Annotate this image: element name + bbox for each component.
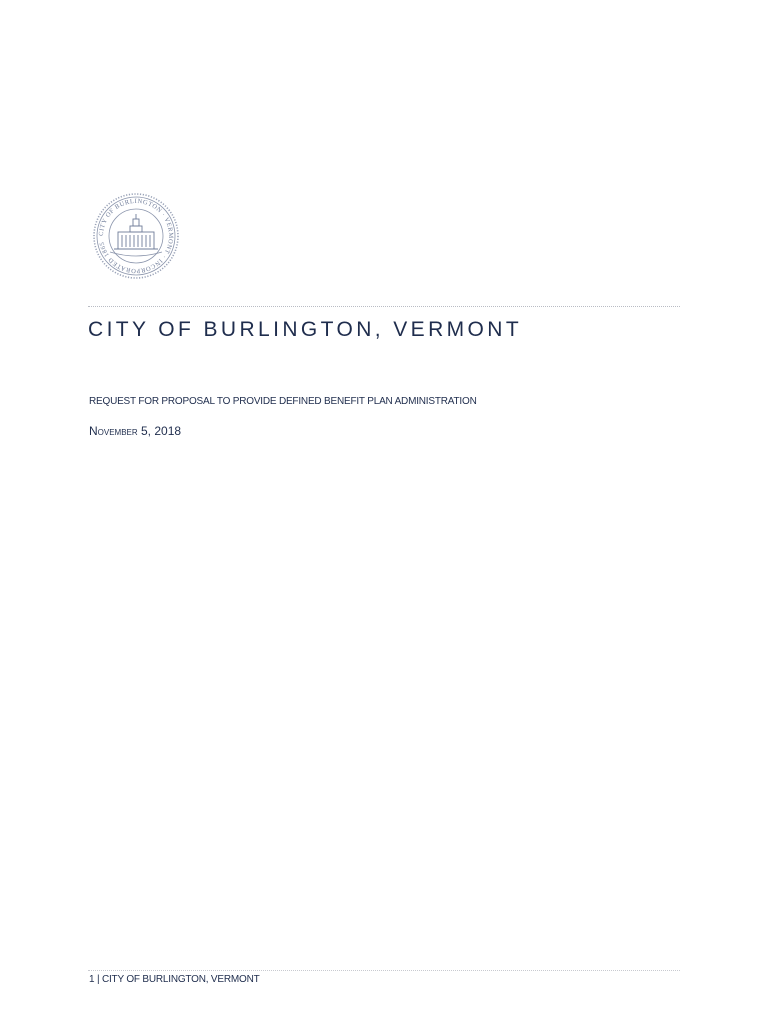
document-title: CITY OF BURLINGTON, VERMONT xyxy=(88,318,523,341)
city-seal-icon xyxy=(92,192,180,280)
footer-divider xyxy=(88,970,680,971)
page-footer xyxy=(89,974,260,985)
header-divider xyxy=(88,306,680,307)
footer-page-number: 1 xyxy=(89,974,95,985)
document-date-text: November 5, 2018 xyxy=(89,424,182,438)
document-date xyxy=(89,424,181,438)
city-hall-building-icon xyxy=(114,214,158,249)
footer-text: CITY OF BURLINGTON, VERMONT xyxy=(101,974,260,985)
footer-separator: | xyxy=(94,974,102,985)
seal-ring-textpath: CITY OF BURLINGTON · VERMONT · INCORPORATED 1865 xyxy=(97,197,175,275)
document-subtitle: REQUEST FOR PROPOSAL TO PROVIDE DEFINED BENEFIT PLAN ADMINISTRATION xyxy=(89,396,477,407)
